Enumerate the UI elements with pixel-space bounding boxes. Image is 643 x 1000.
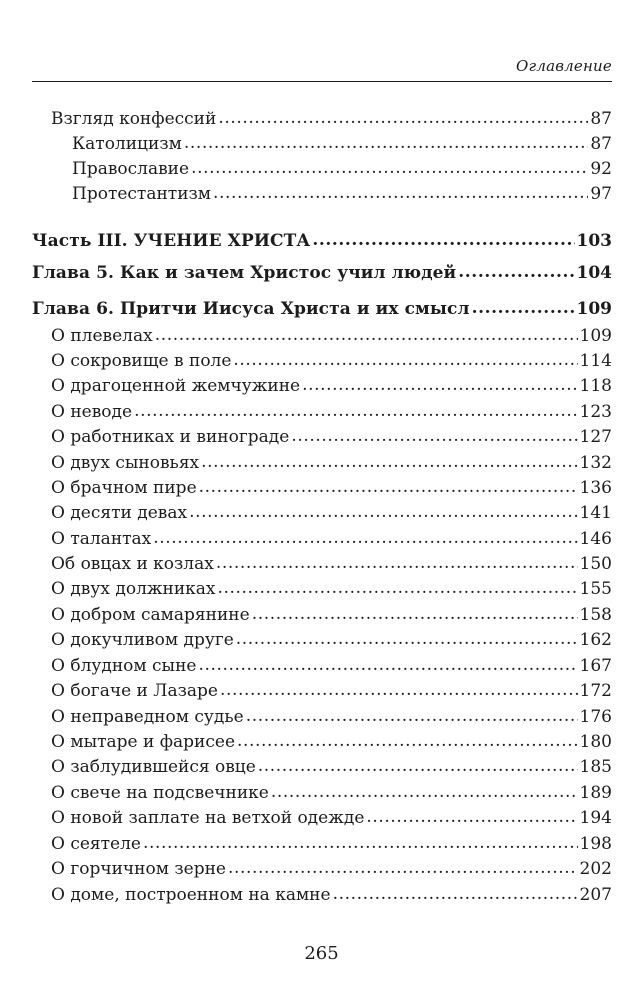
toc-dot-leader <box>199 476 578 498</box>
toc-entry-title: Часть III. УЧЕНИЕ ХРИСТА <box>32 231 311 251</box>
toc-entry-page: 158 <box>579 605 612 625</box>
toc-entry-page: 87 <box>590 109 612 129</box>
toc-entry-title: О заблудившейся овце <box>51 757 256 777</box>
toc-dot-leader <box>236 628 578 650</box>
toc-dot-leader <box>291 425 577 447</box>
toc-entry-title: О богаче и Лазаре <box>51 681 218 701</box>
toc-entry-title: Глава 5. Как и зачем Христос учил людей <box>32 263 457 283</box>
toc-entry-title: О десяти девах <box>51 503 188 523</box>
toc-entry-title: О мытаре и фарисее <box>51 732 236 752</box>
toc-entry-title: О горчичном зерне <box>51 859 226 879</box>
toc-dot-leader <box>246 705 578 727</box>
toc-heading-row <box>32 262 612 284</box>
toc-dot-leader <box>198 654 577 676</box>
toc-entry-title: О докучливом друге <box>51 630 234 650</box>
toc-entry-title: О неводе <box>51 402 133 422</box>
toc-entry-page: 87 <box>590 134 612 154</box>
toc-dot-leader <box>258 755 578 777</box>
toc-entry-row <box>51 350 612 372</box>
toc-entry-row <box>51 756 612 778</box>
toc-dot-leader <box>237 730 578 752</box>
toc-entry-row <box>51 782 612 804</box>
toc-entry-title: Взгляд конфессий <box>51 109 217 129</box>
toc-entry-page: 202 <box>579 859 612 879</box>
toc-dot-leader <box>191 157 588 179</box>
toc-entry-page: 146 <box>579 529 612 549</box>
toc-entry-row <box>51 502 612 524</box>
toc-dot-leader <box>366 806 577 828</box>
toc-entry-row <box>51 553 612 575</box>
toc-entry-title: О сокровище в поле <box>51 351 232 371</box>
toc-entry-page: 198 <box>579 834 612 854</box>
toc-dot-leader <box>153 527 577 549</box>
toc-entry-row <box>51 731 612 753</box>
toc-entry-page: 167 <box>579 656 612 676</box>
toc-entry-title: Православие <box>72 159 190 179</box>
toc-entry-row <box>51 477 612 499</box>
toc-entry-page: 109 <box>576 299 612 319</box>
toc-entry-title: О плевелах <box>51 326 153 346</box>
toc-entry-page: 176 <box>579 707 612 727</box>
toc-entry-row <box>51 401 612 423</box>
toc-entry-title: О новой заплате на ветхой одежде <box>51 808 365 828</box>
toc-entry-title: О свече на подсвечнике <box>51 783 269 803</box>
toc-entry-row <box>51 325 612 347</box>
toc-dot-leader <box>233 349 577 371</box>
toc-entry-page: 114 <box>579 351 612 371</box>
toc-dot-leader <box>213 182 588 204</box>
toc-entry-title: Глава 6. Притчи Иисуса Христа и их смысл <box>32 299 470 319</box>
toc-entry-row <box>51 807 612 829</box>
toc-dot-leader <box>218 577 578 599</box>
toc-entry-page: 118 <box>579 376 612 396</box>
toc-entry-row <box>51 452 612 474</box>
toc-entry-row <box>51 604 612 626</box>
toc-entry-page: 127 <box>579 427 612 447</box>
toc-entry-page: 185 <box>579 757 612 777</box>
toc-entry-row <box>51 629 612 651</box>
toc-entry-title: О двух должниках <box>51 579 216 599</box>
toc-entry-row <box>51 108 612 130</box>
toc-entry-page: 155 <box>579 579 612 599</box>
toc-dot-leader <box>184 132 589 154</box>
toc-dot-leader <box>312 229 574 251</box>
page-number: 265 <box>304 943 339 964</box>
toc-entry-title: О брачном пире <box>51 478 197 498</box>
toc-dot-leader <box>302 374 577 396</box>
toc-dot-leader <box>134 400 577 422</box>
running-header-title: Оглавление <box>516 57 612 75</box>
toc-entry-title: О неправедном судье <box>51 707 244 727</box>
toc-entry-title: О работниках и винограде <box>51 427 290 447</box>
toc-entry-row <box>51 375 612 397</box>
toc-dot-leader <box>189 501 577 523</box>
toc-entry-row <box>72 183 612 205</box>
toc-dot-leader <box>218 107 588 129</box>
toc-entry-title: О двух сыновьях <box>51 453 200 473</box>
toc-entry-page: 180 <box>579 732 612 752</box>
toc-entry-page: 162 <box>579 630 612 650</box>
toc-entry-row <box>72 133 612 155</box>
toc-entry-row <box>51 680 612 702</box>
toc-entry-row <box>51 578 612 600</box>
toc-entry-page: 141 <box>579 503 612 523</box>
toc-entry-title: О талантах <box>51 529 152 549</box>
toc-entry-title: О доме, построенном на камне <box>51 885 331 905</box>
toc-entry-row <box>51 426 612 448</box>
toc-entry-title: Протестантизм <box>72 184 212 204</box>
toc-dot-leader <box>155 324 578 346</box>
toc-dot-leader <box>216 552 578 574</box>
toc-entry-page: 150 <box>579 554 612 574</box>
toc-entry-page: 97 <box>590 184 612 204</box>
toc-entry-title: Католицизм <box>72 134 182 154</box>
toc-entry-page: 132 <box>579 453 612 473</box>
toc-dot-leader <box>472 297 575 319</box>
toc-entry-title: О блудном сыне <box>51 656 197 676</box>
toc-entry-page: 136 <box>579 478 612 498</box>
toc-entry-page: 123 <box>579 402 612 422</box>
toc-entry-page: 109 <box>579 326 612 346</box>
toc-dot-leader <box>333 883 578 905</box>
toc-entry-title: Об овцах и козлах <box>51 554 214 574</box>
toc-entry-page: 172 <box>579 681 612 701</box>
toc-entry-page: 189 <box>579 783 612 803</box>
toc-entry-page: 104 <box>576 263 612 283</box>
toc-dot-leader <box>271 781 578 803</box>
toc-entry-title: О сеятеле <box>51 834 141 854</box>
toc-entry-page: 207 <box>579 885 612 905</box>
toc-entry-row <box>51 706 612 728</box>
toc-entry-title: О добром самарянине <box>51 605 250 625</box>
toc-entry-row <box>51 655 612 677</box>
toc-entry-page: 103 <box>576 231 612 251</box>
toc-dot-leader <box>252 603 578 625</box>
toc-entry-title: О драгоценной жемчужине <box>51 376 301 396</box>
toc-dot-leader <box>201 451 577 473</box>
toc-dot-leader <box>220 679 578 701</box>
toc-entry-page: 92 <box>590 159 612 179</box>
toc-entry-row <box>72 158 612 180</box>
toc-entry-row <box>51 833 612 855</box>
toc-entry-row <box>51 884 612 906</box>
toc-entry-row <box>51 858 612 880</box>
toc-heading-row <box>32 230 612 252</box>
toc-dot-leader <box>458 261 574 283</box>
running-header <box>32 50 612 82</box>
toc-dot-leader <box>143 832 578 854</box>
toc-entry-row <box>51 528 612 550</box>
toc-entry-page: 194 <box>579 808 612 828</box>
toc-heading-row <box>32 298 612 320</box>
toc-dot-leader <box>228 857 578 879</box>
